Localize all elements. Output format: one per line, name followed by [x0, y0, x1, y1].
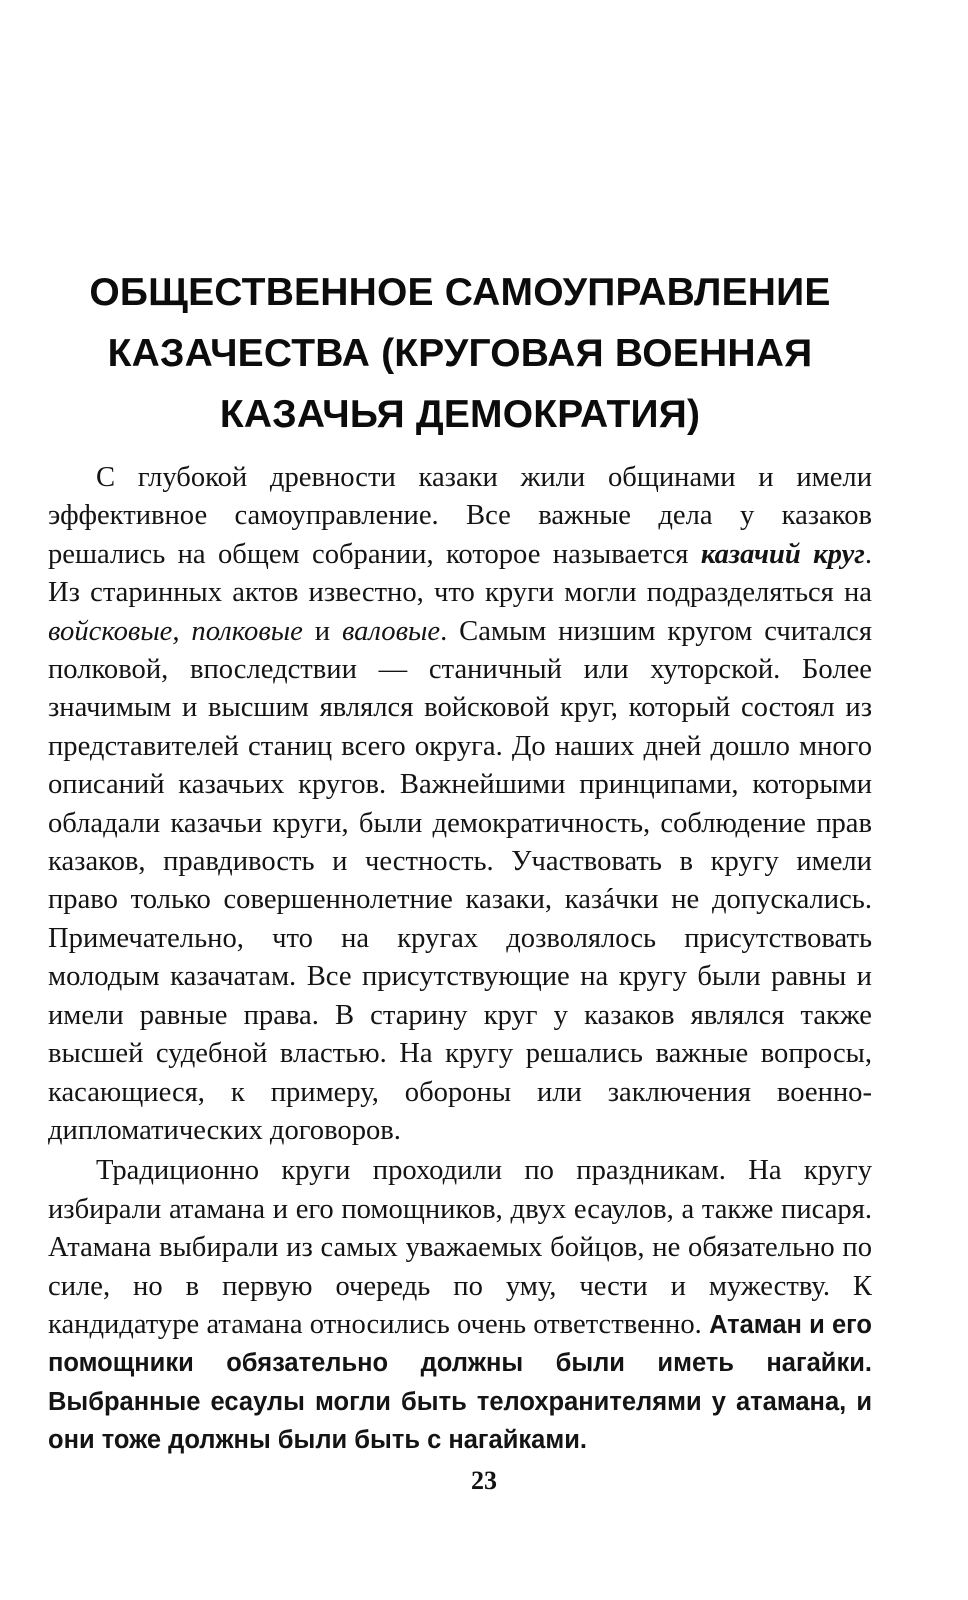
paragraph-1-text-1: С глубокой древности казаки жили общинами и имели эффективное самоуправление. Все важные дела у казаков решались на общем собрании, которое называется — [48, 462, 872, 570]
paragraph-2-text-1: Традиционно круги проходили по праздникам. На кругу избирали атамана и его помощников, двух есаулов, а также писаря. Атамана выбирали из самых уважаемых бойцов, не обязательно по силе, но в первую очередь по уму, чести и мужеству. К кандидатуре атамана относились очень ответственно. — [48, 1155, 872, 1340]
paragraph-2 — [48, 1152, 872, 1459]
paragraph-1 — [48, 459, 872, 1150]
chapter-title-line-1: ОБЩЕСТВЕННОЕ САМОУПРАВЛЕНИЕ — [89, 271, 831, 314]
page-number: 23 — [471, 1466, 497, 1495]
paragraph-2-bold-text: Атаман и его помощники обязательно должны были иметь нагайки. Выбранные есаулы могли быть телохранителями у атамана, и они тоже должны были быть с нагайками. — [48, 1310, 873, 1455]
paragraph-1-text-2: . Из старинных актов известно, что круги могли подразделяться на — [48, 538, 873, 609]
chapter-title-line-2: КАЗАЧЕСТВА (КРУГОВАЯ ВОЕННАЯ — [107, 332, 813, 375]
chapter-title-line-3: КАЗАЧЬЯ ДЕМОКРАТИЯ) — [219, 393, 701, 436]
term-valovye: валовые — [341, 615, 441, 647]
paragraph-1-text-4: . Самым низшим кругом считался полковой, впоследствии — станичный или хуторской. Более значимым и высшим являлся войсковой круг, который состоял из представителей станиц всего округа. До наших дней дошло много описаний казачьих кругов. Важнейшими принципами, которыми обладали казачьи круги, были демократичность, соблюдение прав казаков, правдивость и честность. Участвовать в кругу имели право только совершеннолетние казаки, казáчки не допускались. Примечательно, что на кругах дозволялось присутствовать молодым казачатам. Все присутствующие на кругу были равны и имели равные права. В старину круг у казаков являлся также высшей судебной властью. На кругу решались важные вопросы, касающиеся, к примеру, обороны или заключения военно-дипломатических договоров. — [48, 615, 872, 1146]
chapter-title — [48, 262, 872, 445]
paragraph-1-text-3: и — [302, 615, 342, 647]
term-kazachiy-krug: казачий круг — [700, 538, 865, 570]
term-voiskovye-polkovye: войсковые, полковые — [48, 615, 303, 647]
chapter-body — [48, 459, 872, 1460]
